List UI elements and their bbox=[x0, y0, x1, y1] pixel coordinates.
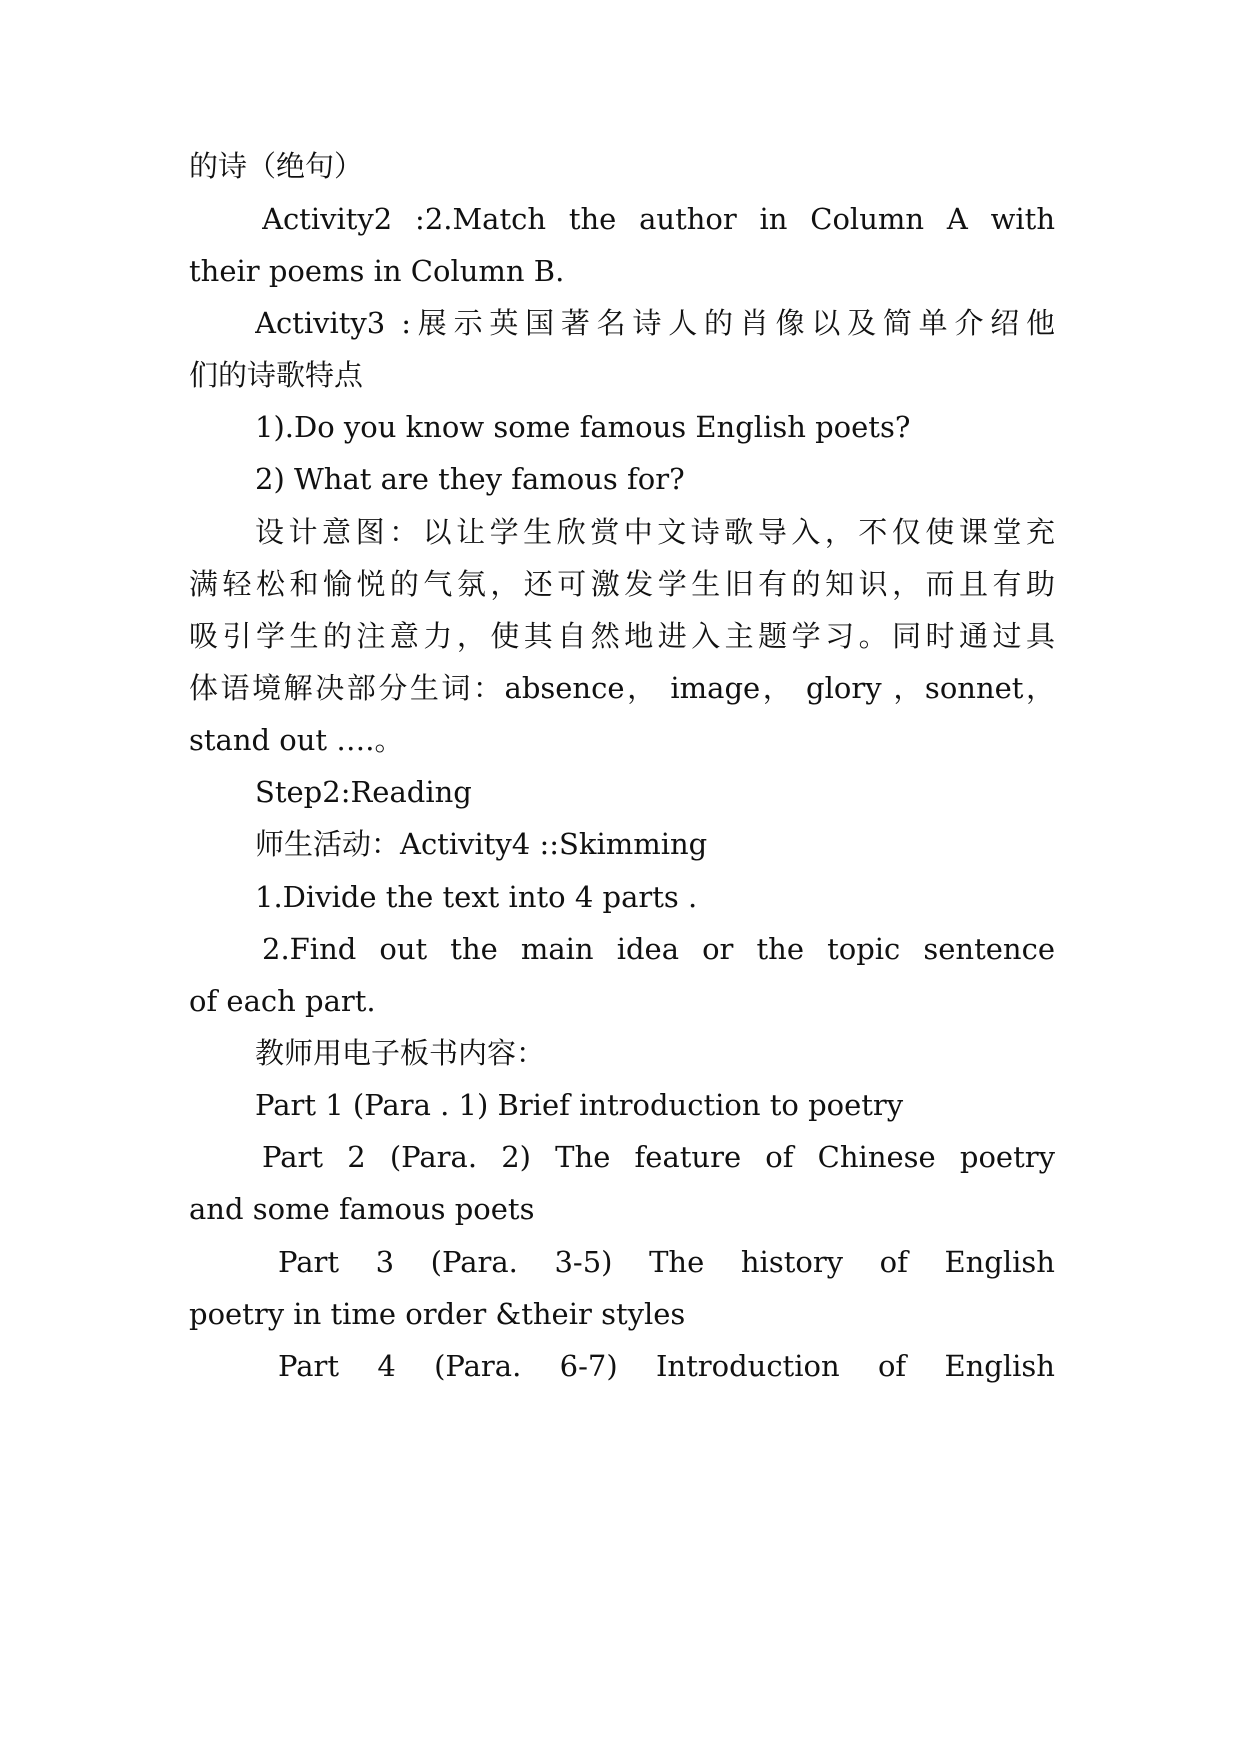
text-line: Part 2 (Para. 2) The feature of Chinese poetry bbox=[262, 1140, 1055, 1174]
text-line: 1).Do you know some famous English poets? bbox=[255, 410, 911, 444]
text-line: 满轻松和愉悦的气氛，还可激发学生旧有的知识，而且有助 bbox=[189, 567, 1055, 601]
text-line: 2) What are they famous for? bbox=[255, 462, 685, 496]
text-line: 们的诗歌特点 bbox=[189, 358, 364, 392]
text-line: 吸引学生的注意力，使其自然地进入主题学习。同时通过具 bbox=[189, 619, 1055, 653]
text-line: Activity2 :2.Match the author in Column A with bbox=[262, 202, 1055, 236]
text-line: Activity3 :展示英国著名诗人的肖像以及简单介绍他 bbox=[255, 306, 1055, 340]
text-line: 1.Divide the text into 4 parts . bbox=[255, 880, 698, 914]
text-line: 师生活动：Activity4 ::Skimming bbox=[255, 827, 708, 861]
text-line: Step2:Reading bbox=[255, 775, 472, 809]
text-line: Part 1 (Para . 1) Brief introduction to poetry bbox=[255, 1088, 904, 1122]
text-line: 的诗（绝句） bbox=[189, 149, 364, 183]
text-line: Part 3 (Para. 3-5) The history of English bbox=[278, 1245, 1055, 1279]
text-line: their poems in Column B. bbox=[189, 254, 565, 288]
text-line: 体语境解决部分生词：absence， image， glory ，sonnet， bbox=[189, 671, 1055, 705]
text-line: 设计意图：以让学生欣赏中文诗歌导入，不仅使课堂充 bbox=[255, 515, 1055, 549]
text-line: poetry in time order &their styles bbox=[189, 1297, 686, 1331]
text-line: 2.Find out the main idea or the topic sentence bbox=[262, 932, 1055, 966]
text-line: 教师用电子板书内容： bbox=[255, 1036, 546, 1070]
text-line: stand out ….。 bbox=[189, 723, 404, 757]
text-line: Part 4 (Para. 6-7) Introduction of English bbox=[278, 1349, 1055, 1383]
text-line: and some famous poets bbox=[189, 1192, 535, 1226]
text-line: of each part. bbox=[189, 984, 376, 1018]
